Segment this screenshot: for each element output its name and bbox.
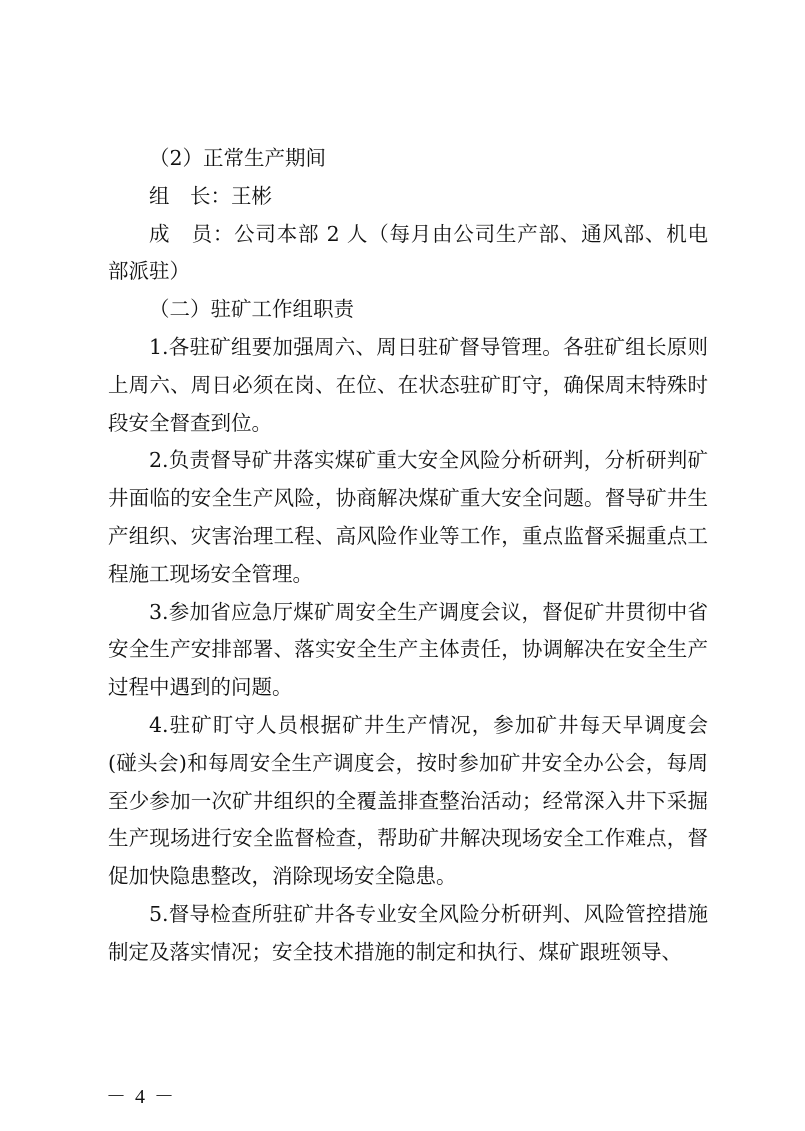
document-body bbox=[108, 140, 708, 972]
paragraph-item-2: 2.负责督导矿井落实煤矿重大安全风险分析研判，分析研判矿井面临的安全生产风险，协商解决煤矿重大安全问题。督导矿井生产组织、灾害治理工程、高风险作业等工作，重点监督采掘重点工程施工现场安全管理。 bbox=[108, 448, 708, 586]
paragraph-team-members: 成 员：公司本部 2 人（每月由公司生产部、通风部、机电部派驻） bbox=[108, 221, 708, 284]
paragraph-team-leader: 组 长：王彬 bbox=[149, 183, 272, 208]
paragraph-item-1: 1.各驻矿组要加强周六、周日驻矿督导管理。各驻矿组长原则上周六、周日必须在岗、在位、在状态驻矿盯守，确保周末特殊时段安全督查到位。 bbox=[108, 334, 708, 435]
paragraph-item-3: 3.参加省应急厅煤矿周安全生产调度会议，督促矿井贯彻中省安全生产安排部署、落实安全生产主体责任，协调解决在安全生产过程中遇到的问题。 bbox=[108, 599, 708, 700]
paragraph-responsibilities-heading: （二）驻矿工作组职责 bbox=[149, 297, 354, 322]
page-number: － 4 － bbox=[106, 1086, 176, 1108]
paragraph-section-heading-2: （2）正常生产期间 bbox=[149, 146, 327, 170]
paragraph-item-5: 5.督导检查所驻矿井各专业安全风险分析研判、风险管控措施制定及落实情况；安全技术措施的制定和执行、煤矿跟班领导、 bbox=[108, 901, 708, 964]
paragraph-item-4: 4.驻矿盯守人员根据矿井生产情况，参加矿井每天早调度会(碰头会)和每周安全生产调度会，按时参加矿井安全办公会，每周至少参加一次矿井组织的全覆盖排查整治活动；经常深入井下采掘生产现场进行安全监督检查，帮助矿井解决现场安全工作难点，督促加快隐患整改，消除现场安全隐患。 bbox=[108, 712, 708, 889]
